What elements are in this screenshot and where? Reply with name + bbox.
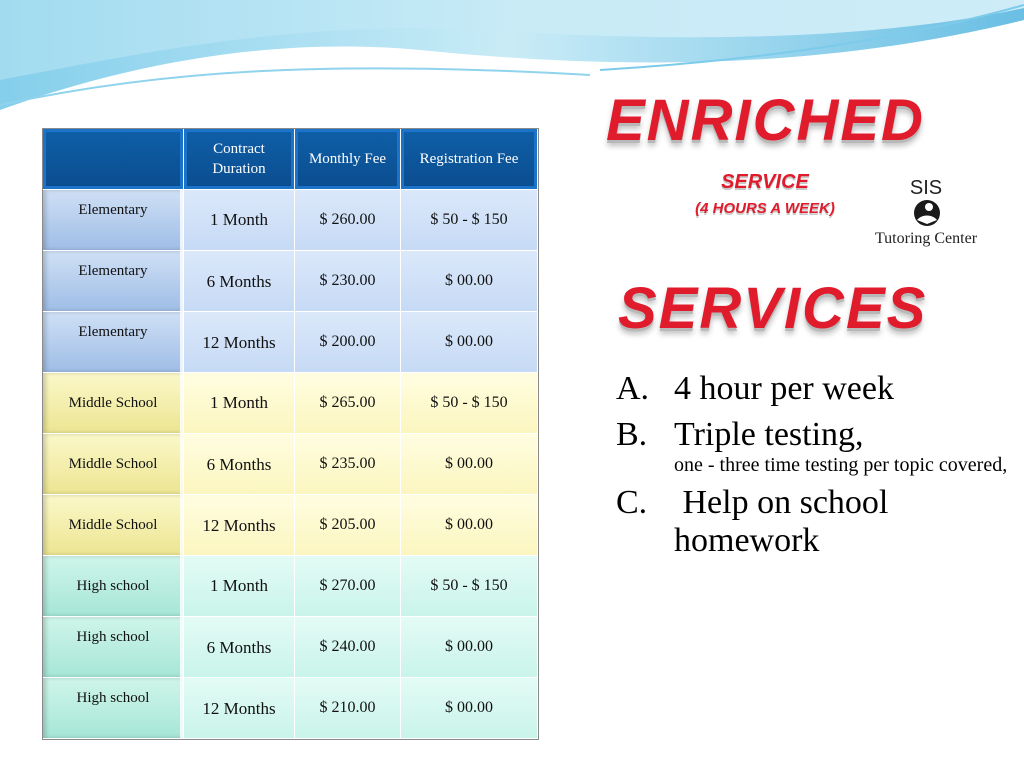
row-monthly-fee: $ 205.00: [295, 495, 401, 556]
row-level: High school: [43, 678, 184, 739]
row-duration-label: 1 Month: [209, 392, 269, 412]
table-row: [43, 678, 538, 739]
row-registration-fee: $ 00.00: [401, 495, 538, 556]
list-item-letter: C.: [616, 484, 648, 521]
row-registration-fee: $ 00.00: [401, 678, 538, 739]
row-monthly-fee: $ 270.00: [295, 556, 401, 617]
row-duration: 6 Months: [184, 617, 295, 678]
table-row: [43, 190, 538, 251]
list-item-text: Help on school homework: [674, 484, 897, 559]
row-monthly-fee: $ 240.00: [295, 617, 401, 678]
row-duration: [184, 556, 295, 617]
list-item-text: 4 hour per week: [674, 370, 894, 407]
table-row: [43, 617, 538, 678]
row-level: Middle School: [43, 495, 184, 556]
table-row: [43, 251, 538, 312]
list-item-subtext: one - three time testing per topic covered,: [674, 454, 1008, 476]
list-item: [616, 416, 1016, 476]
row-duration: [184, 373, 295, 434]
row-duration: 12 Months: [184, 495, 295, 556]
row-level: Elementary: [43, 251, 184, 312]
row-registration-fee: $ 50 - $ 150: [401, 190, 538, 251]
row-monthly-fee: $ 265.00: [295, 373, 401, 434]
row-duration-label: 1 Month: [209, 575, 269, 595]
header-contract-duration: [184, 129, 295, 190]
table-row: [43, 495, 538, 556]
logo-caption: Tutoring Center: [874, 230, 978, 247]
slide-title: ENRICHED: [606, 88, 925, 153]
header-registration-fee: [401, 129, 538, 190]
list-item-text: Triple testing,: [674, 416, 864, 453]
table-row: [43, 373, 538, 434]
header-level: [43, 129, 184, 190]
header-contract-duration-label: Contract Duration: [212, 141, 266, 177]
list-item: [616, 370, 1016, 408]
row-registration-fee: $ 50 - $ 150: [401, 373, 538, 434]
pricing-table: [42, 128, 539, 740]
table-row: [43, 312, 538, 373]
header-registration-fee-label: Registration Fee: [419, 151, 519, 167]
row-duration: 12 Months: [184, 678, 295, 739]
table-header-row: [43, 129, 538, 190]
row-monthly-fee: $ 230.00: [295, 251, 401, 312]
table-row: [43, 556, 538, 617]
row-registration-fee: $ 00.00: [401, 434, 538, 495]
row-monthly-fee: $ 260.00: [295, 190, 401, 251]
row-duration: 6 Months: [184, 251, 295, 312]
row-monthly-fee: $ 200.00: [295, 312, 401, 373]
row-registration-fee: $ 00.00: [401, 251, 538, 312]
row-duration: 12 Months: [184, 312, 295, 373]
row-level: High school: [43, 617, 184, 678]
row-level: Elementary: [43, 312, 184, 373]
header-monthly-fee-label: Monthly Fee: [308, 151, 387, 167]
services-list: [616, 370, 1016, 568]
row-registration-fee: $ 50 - $ 150: [401, 556, 538, 617]
row-monthly-fee: $ 210.00: [295, 678, 401, 739]
reader-icon: [912, 198, 942, 228]
row-level: High school: [43, 556, 184, 617]
row-duration-label: 1 Month: [209, 209, 269, 229]
logo-top-text: SIS: [909, 177, 943, 199]
row-level: Middle School: [43, 373, 184, 434]
header-monthly-fee: [295, 129, 401, 190]
slide-subtitle-note: (4 HOURS A WEEK): [695, 200, 835, 217]
row-duration: 6 Months: [184, 434, 295, 495]
list-item: [616, 484, 1016, 560]
row-registration-fee: $ 00.00: [401, 617, 538, 678]
table-row: [43, 434, 538, 495]
row-duration: [184, 190, 295, 251]
row-level: Elementary: [43, 190, 184, 251]
row-level: Middle School: [43, 434, 184, 495]
row-registration-fee: $ 00.00: [401, 312, 538, 373]
section-title: SERVICES: [618, 276, 928, 341]
list-item-letter: A.: [616, 370, 650, 407]
sis-logo: [860, 178, 992, 248]
list-item-letter: B.: [616, 416, 648, 453]
row-monthly-fee: $ 235.00: [295, 434, 401, 495]
slide-subtitle: SERVICE: [721, 171, 809, 193]
